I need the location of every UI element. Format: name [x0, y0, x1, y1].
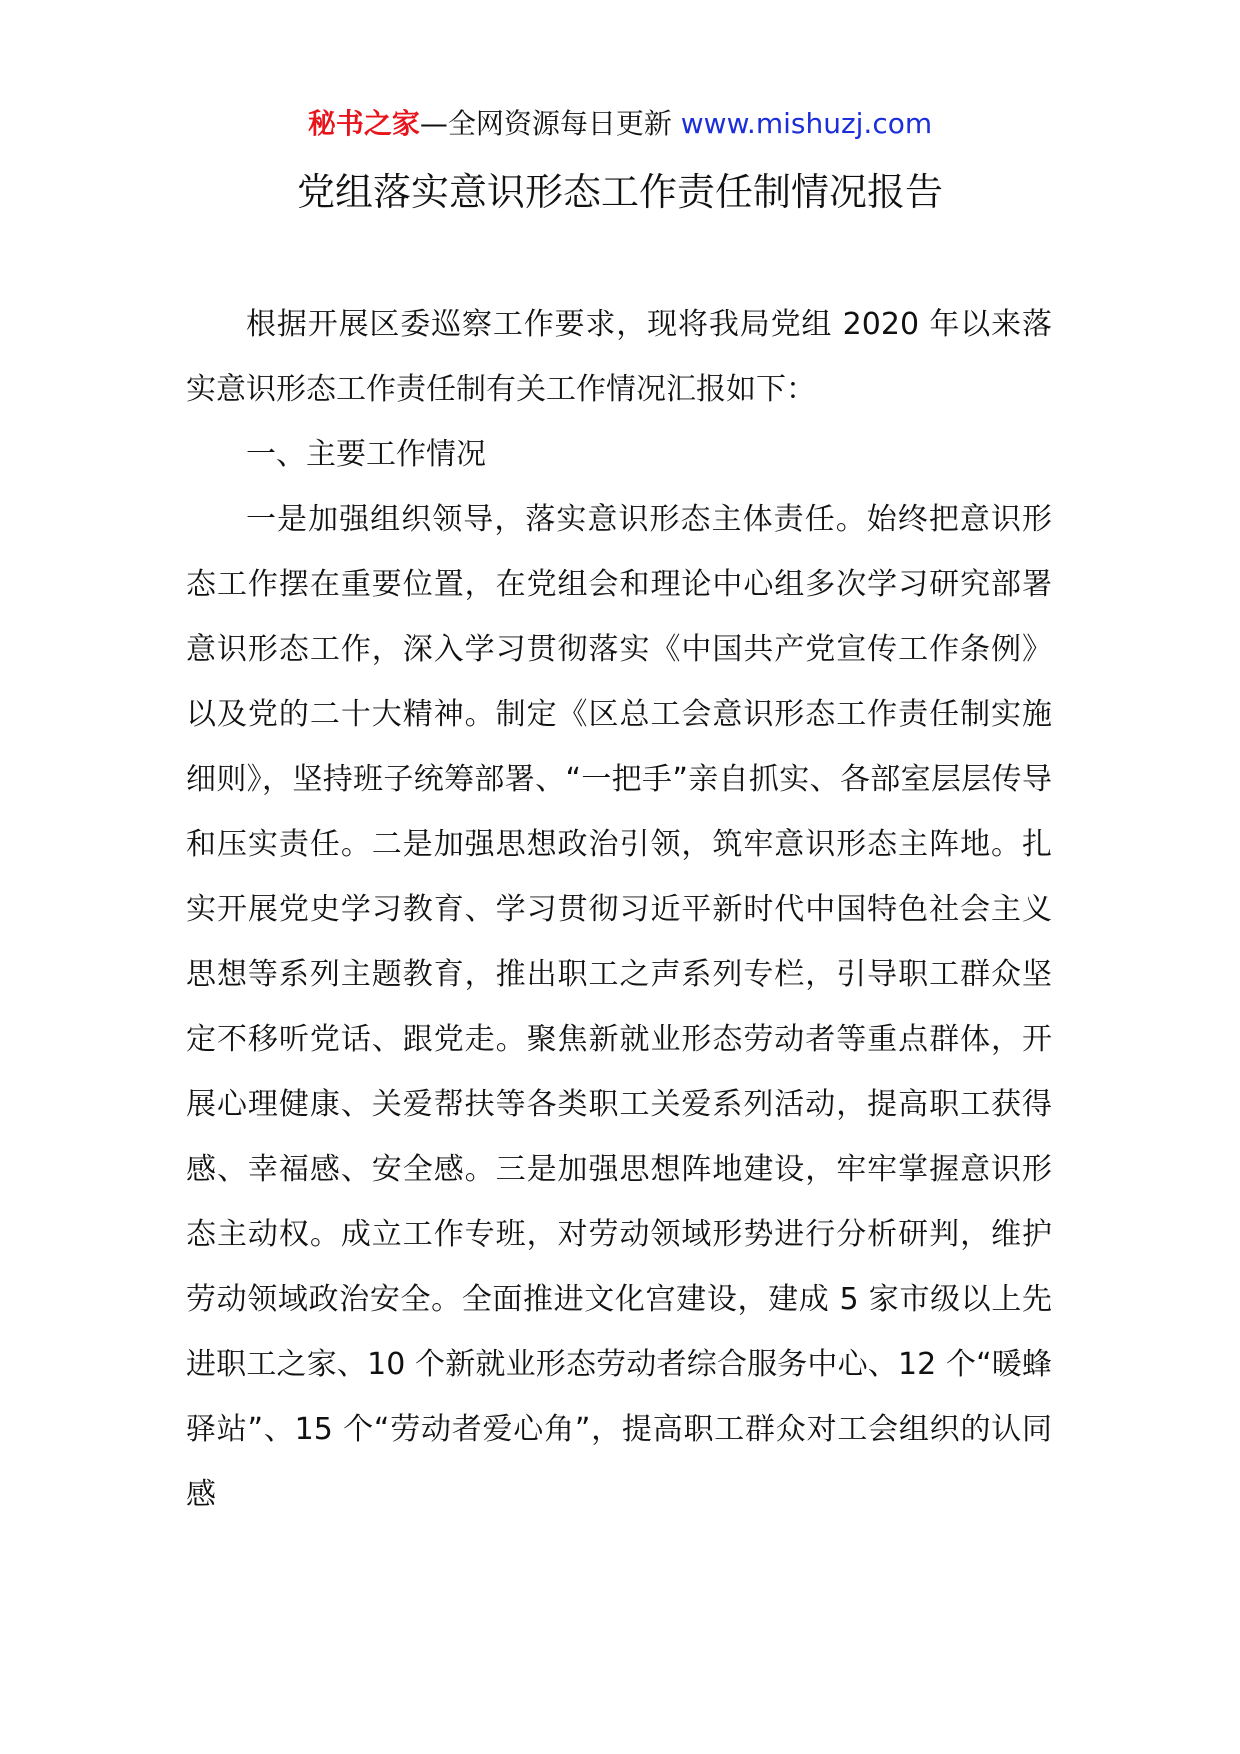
site-url: www.mishuzj.com: [680, 107, 933, 140]
header-tagline: —全网资源每日更新: [419, 107, 681, 140]
brand-name: 秘书之家: [307, 107, 420, 140]
paragraph-intro: 根据开展区委巡察工作要求，现将我局党组 2020 年以来落实意识形态工作责任制有关工作情况汇报如下：: [186, 307, 1052, 407]
document-title: 党组落实意识形态工作责任制情况报告: [296, 170, 943, 214]
paragraph-main: 一是加强组织领导，落实意识形态主体责任。始终把意识形态工作摆在重要位置，在党组会和理论中心组多次学习研究部署意识形态工作，深入学习贯彻落实《中国共产党宣传工作条例》以及党的二十大精神。制定《区总工会意识形态工作责任制实施细则》，坚持班子统筹部署、“一把手”亲自抓实、各部室层层传导和压实责任。二是加强思想政治引领，筑牢意识形态主阵地。扎实开展党史学习教育、学习贯彻习近平新时代中国特色社会主义思想等系列主题教育，推出职工之声系列专栏，引导职工群众坚定不移听党话、跟党走。聚焦新就业形态劳动者等重点群体，开展心理健康、关爱帮扶等各类职工关爱系列活动，提高职工获得感、幸福感、安全感。三是加强思想阵地建设，牢牢掌握意识形态主动权。成立工作专班，对劳动领域形势进行分析研判，维护劳动领域政治安全。全面推进文化宫建设，建成 5 家市级以上先进职工之家、10 个新就业形态劳动者综合服务中心、12 个“暖蜂驿站”、15 个“劳动者爱心角”，提高职工群众对工会组织的认同感: [186, 502, 1052, 1512]
section-heading: 一、主要工作情况: [246, 437, 486, 472]
watermark-header: [0, 104, 1240, 144]
document-body: [186, 292, 1052, 1527]
